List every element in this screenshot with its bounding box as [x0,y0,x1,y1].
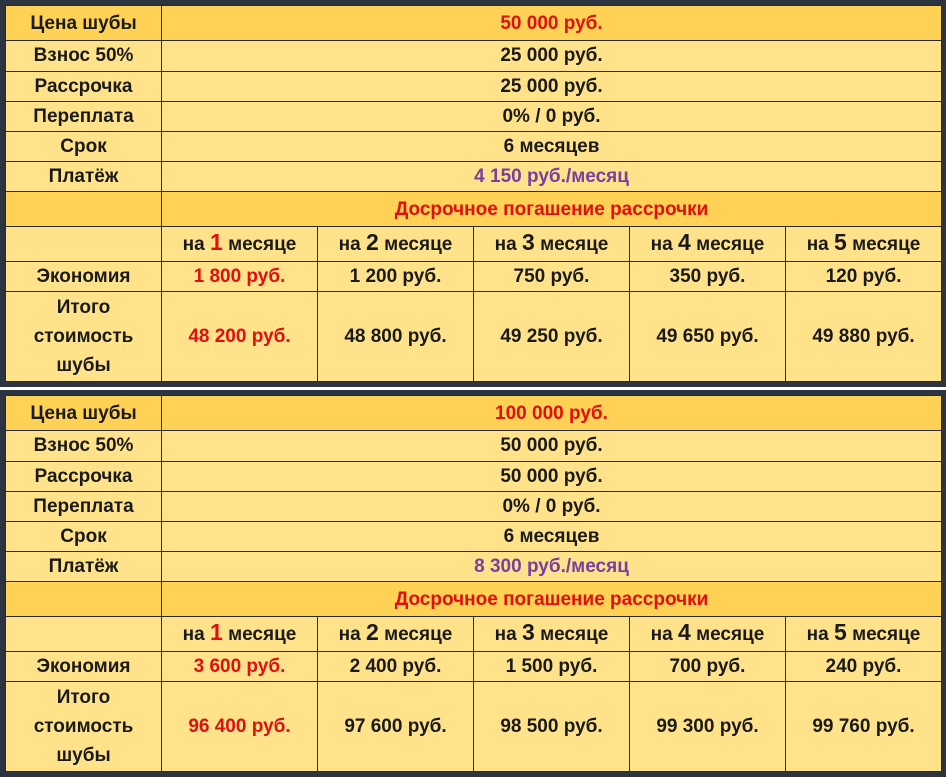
savings-value: 350 руб. [630,262,786,292]
savings-value: 2 400 руб. [318,652,474,682]
term-value: 6 месяцев [162,131,942,161]
total-label: Итого стоимость шубы [6,292,162,382]
price-value: 100 000 руб. [162,396,942,431]
total-value: 99 300 руб. [630,682,786,772]
total-value: 49 880 руб. [786,292,942,382]
deposit-value: 50 000 руб. [162,431,942,461]
deposit-value: 25 000 руб. [162,41,942,71]
calc-table [5,395,942,772]
price-value: 50 000 руб. [162,6,942,41]
total-value: 49 250 руб. [474,292,630,382]
empty-cell [6,616,162,651]
total-label: Итого стоимость шубы [6,682,162,772]
overpayment-value: 0% / 0 руб. [162,101,942,131]
installment-table-2 [0,390,946,777]
payment-label: Платёж [6,162,162,192]
savings-value: 120 руб. [786,262,942,292]
total-value: 99 760 руб. [786,682,942,772]
month-header: на 4 месяце [630,616,786,651]
payment-value: 8 300 руб./месяц [162,552,942,582]
overpayment-label: Переплата [6,101,162,131]
month-header: на 5 месяце [786,226,942,261]
savings-label: Экономия [6,262,162,292]
installment-label: Рассрочка [6,71,162,101]
calc-table [5,5,942,382]
total-value: 97 600 руб. [318,682,474,772]
deposit-label: Взнос 50% [6,41,162,71]
month-header: на 5 месяце [786,616,942,651]
term-label: Срок [6,131,162,161]
savings-value: 750 руб. [474,262,630,292]
overpayment-label: Переплата [6,491,162,521]
deposit-label: Взнос 50% [6,431,162,461]
installment-label: Рассрочка [6,461,162,491]
total-value: 48 200 руб. [162,292,318,382]
month-header: на 2 месяце [318,616,474,651]
installment-value: 25 000 руб. [162,71,942,101]
savings-value: 240 руб. [786,652,942,682]
month-header: на 1 месяце [162,616,318,651]
overpayment-value: 0% / 0 руб. [162,491,942,521]
empty-cell [6,582,162,616]
total-value: 48 800 руб. [318,292,474,382]
total-value: 49 650 руб. [630,292,786,382]
early-repayment-title: Досрочное погашение рассрочки [162,582,942,616]
payment-value: 4 150 руб./месяц [162,162,942,192]
term-value: 6 месяцев [162,521,942,551]
price-label: Цена шубы [6,6,162,41]
installment-table-1 [0,0,946,387]
month-header: на 2 месяце [318,226,474,261]
savings-value: 1 800 руб. [162,262,318,292]
savings-value: 3 600 руб. [162,652,318,682]
early-repayment-title: Досрочное погашение рассрочки [162,192,942,226]
month-header: на 1 месяце [162,226,318,261]
savings-value: 700 руб. [630,652,786,682]
payment-label: Платёж [6,552,162,582]
savings-label: Экономия [6,652,162,682]
month-header: на 3 месяце [474,616,630,651]
savings-value: 1 500 руб. [474,652,630,682]
price-label: Цена шубы [6,396,162,431]
empty-cell [6,226,162,261]
savings-value: 1 200 руб. [318,262,474,292]
term-label: Срок [6,521,162,551]
total-value: 98 500 руб. [474,682,630,772]
installment-value: 50 000 руб. [162,461,942,491]
month-header: на 4 месяце [630,226,786,261]
total-value: 96 400 руб. [162,682,318,772]
empty-cell [6,192,162,226]
month-header: на 3 месяце [474,226,630,261]
